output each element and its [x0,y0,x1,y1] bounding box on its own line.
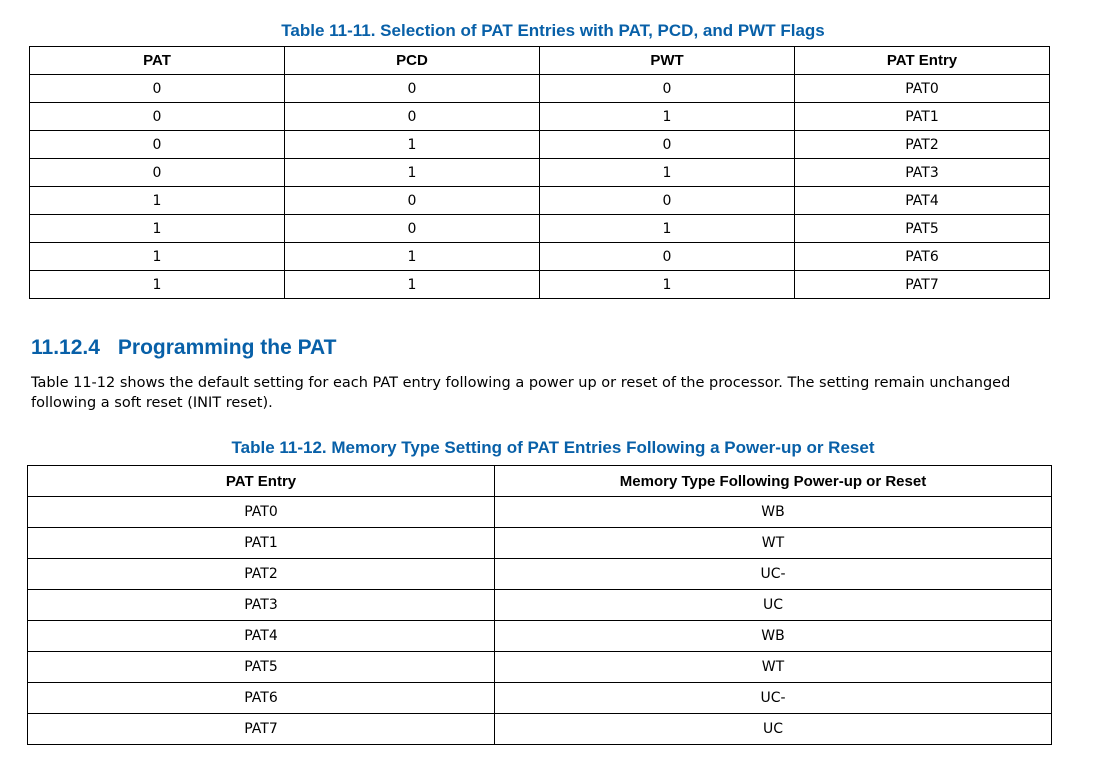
table-row [30,215,1050,243]
pwt-flag-cell: 0 [540,243,795,271]
memory-type-cell: UC- [495,559,1052,590]
pat-flag-cell: 1 [30,271,285,299]
column-header-pwt: PWT [540,47,795,75]
table-row [28,497,1052,528]
pwt-flag-cell: 1 [540,215,795,243]
table-row [28,683,1052,714]
memory-type-cell: WB [495,621,1052,652]
table-row [28,714,1052,745]
table-row [30,103,1050,131]
pat-entry-cell: PAT5 [795,215,1050,243]
pat-flag-cell: 1 [30,243,285,271]
table-row [28,559,1052,590]
pat-entry-cell: PAT0 [795,75,1050,103]
pat-selection-table [29,46,1050,299]
pcd-flag-cell: 1 [285,159,540,187]
table-row [30,271,1050,299]
pat-entry-cell: PAT7 [28,714,495,745]
table-row [30,187,1050,215]
pwt-flag-cell: 0 [540,187,795,215]
pat-flag-cell: 0 [30,131,285,159]
pwt-flag-cell: 0 [540,75,795,103]
pwt-flag-cell: 0 [540,131,795,159]
table-row [28,621,1052,652]
pwt-flag-cell: 1 [540,103,795,131]
memory-type-table [27,465,1052,745]
memory-type-cell: WB [495,497,1052,528]
section-paragraph: Table 11-12 shows the default setting for each PAT entry following a power up or reset of the processor. The setting remain unchanged following a soft reset (INIT reset). [31,375,1011,411]
pat-entry-cell: PAT6 [28,683,495,714]
pat-flag-cell: 0 [30,159,285,187]
pcd-flag-cell: 0 [285,187,540,215]
memory-type-cell: WT [495,652,1052,683]
memory-type-cell: UC [495,714,1052,745]
pcd-flag-cell: 0 [285,103,540,131]
table-11-11-caption: Table 11-11. Selection of PAT Entries with PAT, PCD, and PWT Flags [281,21,825,40]
pat-entry-cell: PAT1 [28,528,495,559]
pat-entry-cell: PAT7 [795,271,1050,299]
pcd-flag-cell: 1 [285,271,540,299]
pat-entry-cell: PAT2 [28,559,495,590]
pcd-flag-cell: 0 [285,215,540,243]
table-header-row [30,47,1050,75]
column-header-memory-type: Memory Type Following Power-up or Reset [495,466,1052,497]
pat-entry-cell: PAT3 [795,159,1050,187]
pat-flag-cell: 1 [30,215,285,243]
pat-flag-cell: 0 [30,103,285,131]
pcd-flag-cell: 1 [285,243,540,271]
table-11-12-caption: Table 11-12. Memory Type Setting of PAT Entries Following a Power-up or Reset [231,438,875,457]
memory-type-cell: WT [495,528,1052,559]
pat-flag-cell: 1 [30,187,285,215]
pcd-flag-cell: 1 [285,131,540,159]
pat-entry-cell: PAT5 [28,652,495,683]
column-header-pcd: PCD [285,47,540,75]
pwt-flag-cell: 1 [540,159,795,187]
table-header-row [28,466,1052,497]
section-heading [31,335,336,361]
pat-entry-cell: PAT1 [795,103,1050,131]
pat-entry-cell: PAT2 [795,131,1050,159]
table-row [30,159,1050,187]
table-row [30,243,1050,271]
pat-entry-cell: PAT3 [28,590,495,621]
pat-entry-cell: PAT4 [28,621,495,652]
pwt-flag-cell: 1 [540,271,795,299]
table-row [28,652,1052,683]
pat-entry-cell: PAT6 [795,243,1050,271]
section-title: Programming the PAT [117,336,337,359]
pat-entry-cell: PAT0 [28,497,495,528]
section-number: 11.12.4 [31,336,100,359]
column-header-pat-entry: PAT Entry [28,466,495,497]
memory-type-cell: UC- [495,683,1052,714]
column-header-pat: PAT [30,47,285,75]
table-row [28,528,1052,559]
table-row [28,590,1052,621]
pcd-flag-cell: 0 [285,75,540,103]
table-row [30,131,1050,159]
column-header-pat-entry: PAT Entry [795,47,1050,75]
memory-type-cell: UC [495,590,1052,621]
table-row [30,75,1050,103]
pat-entry-cell: PAT4 [795,187,1050,215]
pat-flag-cell: 0 [30,75,285,103]
